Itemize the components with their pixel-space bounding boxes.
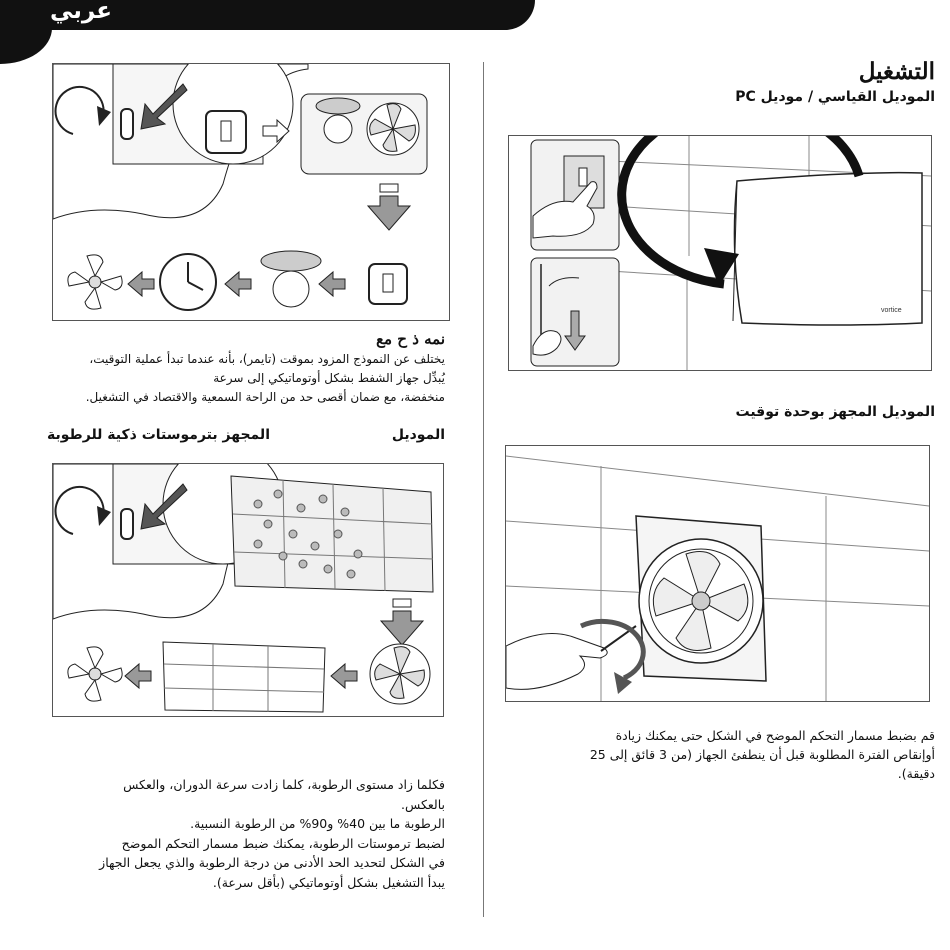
tab-curl-decoration bbox=[0, 28, 52, 64]
timer-paragraph-line: قم بضبط مسمار التحكم الموضح في الشكل حتى يمكنك زيادة bbox=[615, 728, 935, 743]
humidity-paragraph-line: لضبط ترموستات الرطوبة، يمكنك ضبط مسمار التحكم الموضح bbox=[121, 835, 445, 851]
humidity-heading-model: الموديل bbox=[391, 427, 445, 443]
humidity-paragraph-line: يبدأ التشغيل بشكل أوتوماتيكي (بأقل سرعة). bbox=[212, 874, 445, 890]
timer-feature-line: يُبدِّل جهاز الشفط بشكل أوتوماتيكي إلى سرعة bbox=[213, 371, 445, 385]
timer-feature-text bbox=[0, 350, 445, 407]
switch-flow-figure bbox=[52, 63, 450, 321]
humidity-paragraph-line: فكلما زاد مستوى الرطوبة، كلما زادت سرعة الدوران، والعكس bbox=[123, 777, 445, 792]
section-subheading: الموديل القياسي / موديل PC bbox=[735, 89, 935, 105]
timer-paragraph bbox=[475, 726, 935, 783]
humidity-paragraph-line: الرطوبة ما بين 40% و90% من الرطوبة النسبية. bbox=[190, 816, 445, 831]
humidity-paragraph-line: في الشكل لتحديد الحد الأدنى من درجة الرطوبة والذي يجعل الجهاز bbox=[99, 855, 445, 870]
humidity-flow-illustration bbox=[53, 464, 443, 716]
timer-feature-line: يختلف عن النموذج المزود بموقت (تايمر)، بأنه عندما تبدأ عملية التوقيت، bbox=[89, 352, 445, 366]
timer-model-illustration bbox=[506, 446, 929, 701]
humidity-heading-description: المجهز بترموستات ذكية للرطوبة bbox=[47, 427, 270, 443]
timer-paragraph-line: دقيقة). bbox=[897, 766, 935, 781]
humidity-flow-figure bbox=[52, 463, 444, 717]
language-tab bbox=[0, 0, 535, 30]
standard-model-figure bbox=[508, 135, 932, 371]
language-tab-label: عربي bbox=[50, 0, 112, 24]
humidity-paragraph-line: بالعكس. bbox=[401, 796, 445, 812]
section-heading: التشغيل bbox=[858, 58, 935, 85]
timer-paragraph-line: أوإنقاص الفترة المطلوبة قبل أن ينطفئ الجهاز (من 3 قائق إلى 25 bbox=[589, 747, 935, 762]
timer-model-heading: الموديل المجهز بوحدة توقيت bbox=[735, 404, 935, 420]
timer-model-figure bbox=[505, 445, 930, 702]
fan-brand-label: vortice bbox=[881, 307, 902, 314]
timer-feature-line: منخفضة، مع ضمان أقصى حد من الراحة السمعية والاقتصاد في التشغيل. bbox=[85, 390, 445, 404]
switch-flow-illustration bbox=[53, 64, 449, 320]
standard-model-illustration bbox=[509, 136, 931, 370]
timer-feature-title: نمه ذ ح مع bbox=[376, 330, 445, 348]
humidity-paragraph bbox=[0, 775, 445, 892]
column-divider bbox=[483, 62, 484, 917]
